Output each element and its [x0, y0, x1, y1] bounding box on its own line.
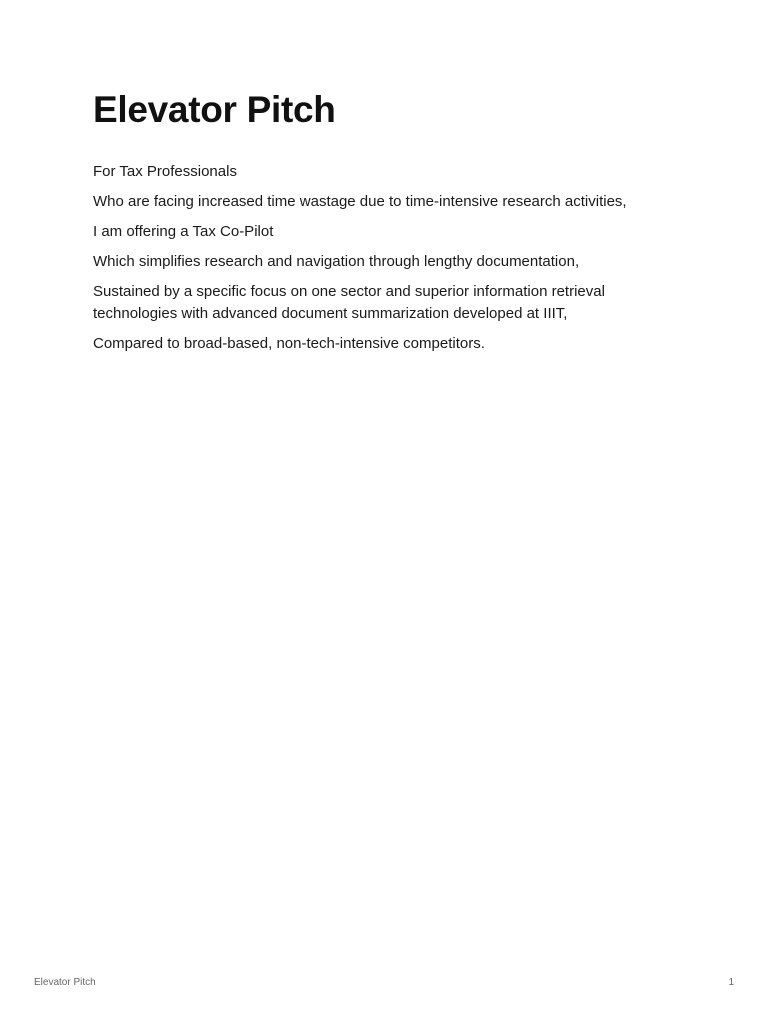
pitch-line-problem: Who are facing increased time wastage due to time-intensive research activities, — [93, 193, 627, 210]
page-title: Elevator Pitch — [93, 89, 336, 130]
footer-document-title: Elevator Pitch — [34, 977, 96, 988]
pitch-paragraphs — [93, 161, 678, 355]
pitch-line-audience: For Tax Professionals — [93, 163, 237, 180]
pitch-line-competition: Compared to broad-based, non-tech-intensive competitors. — [93, 335, 485, 352]
pitch-line-benefit: Which simplifies research and navigation through lengthy documentation, — [93, 253, 580, 270]
pitch-line-differentiator: Sustained by a specific focus on one sector and superior information retrieval technologies with advanced document summarization developed at IIIT, — [93, 283, 605, 322]
footer-page-number: 1 — [728, 977, 734, 988]
pitch-line-offering: I am offering a Tax Co-Pilot — [93, 223, 274, 240]
page-content — [93, 88, 678, 363]
